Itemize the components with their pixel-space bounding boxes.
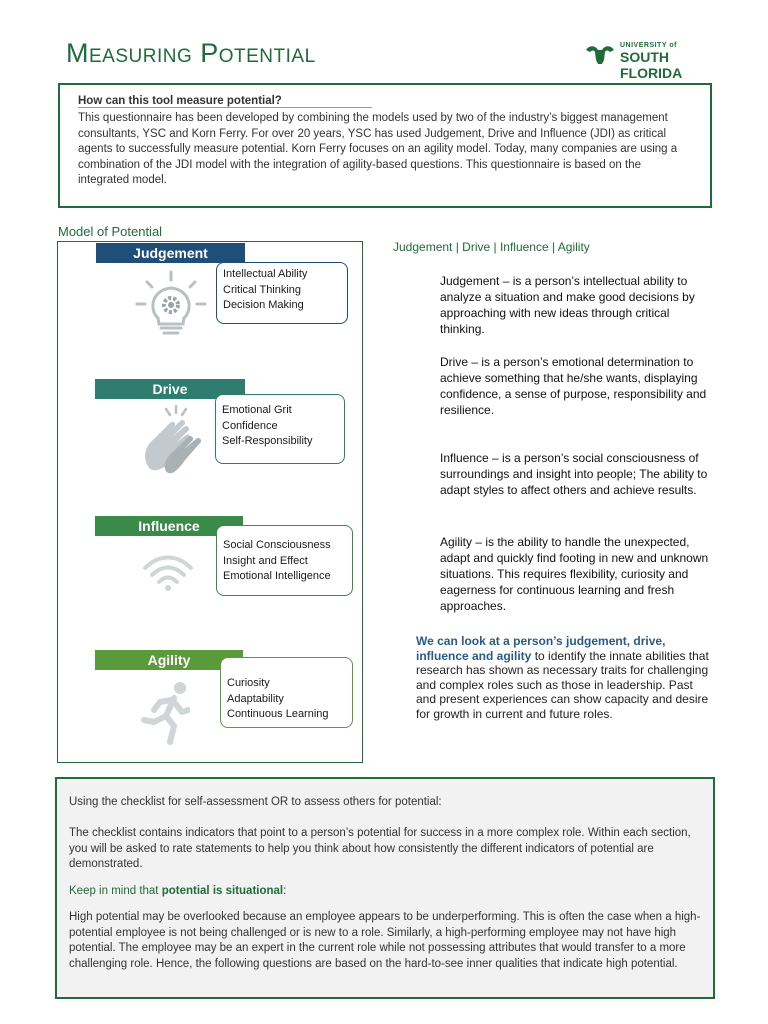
judgement-item: Decision Making bbox=[223, 299, 304, 311]
bullet-text: Agility – is the ability to handle the unexpected, adapt and quickly find footing in new and unknown situations. This requires flexibility, curiosity and eagerness for continuous learning and fresh approaches. bbox=[440, 535, 709, 613]
judgement-header: Judgement bbox=[96, 243, 245, 263]
drive-item: Confidence bbox=[222, 419, 278, 432]
keep-suffix: : bbox=[283, 885, 287, 897]
influence-item: Social Consciousness bbox=[223, 539, 331, 551]
page-title: Measuring Potential bbox=[66, 38, 316, 68]
closing-paragraph bbox=[416, 634, 716, 721]
drive-item: Emotional Grit bbox=[222, 404, 292, 416]
checklist-heading: Using the checklist for self-assessment OR to assess others for potential: bbox=[69, 796, 442, 808]
bullet-text: Drive – is a person’s emotional determination to achieve something that he/she wants, displaying confidence, a sense of purpose, responsibility and resilience. bbox=[440, 355, 707, 417]
judgement-item: Intellectual Ability bbox=[223, 268, 308, 280]
closing-rest: to identify the innate abilities that research has shown as necessary traits for challenging and complex roles such as those in leadership. Past and present experiences can show capacity and desire for growth in current and future roles. bbox=[416, 648, 709, 721]
keep-bold: potential is situational bbox=[161, 885, 284, 897]
clapping-hands-icon bbox=[140, 403, 206, 477]
judgement-card bbox=[216, 262, 348, 324]
agility-item: Curiosity bbox=[227, 677, 270, 689]
bullet-judgement bbox=[417, 273, 709, 337]
agility-item: Adaptability bbox=[227, 692, 284, 705]
closing-highlight: We can look at a person’s judgement, drive, influence and agility bbox=[416, 634, 666, 663]
drive-card bbox=[215, 394, 345, 464]
wifi-signal-icon bbox=[141, 552, 195, 592]
agility-card bbox=[220, 657, 353, 728]
usf-logo bbox=[584, 40, 734, 81]
checklist-box bbox=[55, 777, 715, 999]
bullet-text: Judgement – is a person’s intellectual ability to analyze a situation and make good decisions by approaching with new ideas through critical thinking. bbox=[440, 274, 695, 336]
keep-prefix: Keep in mind that bbox=[69, 885, 162, 897]
intro-paragraph: This questionnaire has been developed by combining the models used by two of the industry’s biggest management consultants, YSC and Korn Ferry. For over 20 years, YSC has used Judgement, Drive and Influence (JDI) as critical agents to successfully measure potential. Korn Ferry focuses on an agility model. Today, many companies are using a combination of the JDI model with the integration of agility-based questions. This questionnaire is based on the integrated model. bbox=[78, 112, 678, 186]
logo-south-florida-text: SOUTH FLORIDA bbox=[620, 49, 683, 81]
agility-header: Agility bbox=[95, 650, 243, 670]
keep-in-mind-line bbox=[69, 884, 705, 900]
model-title: Model of Potential bbox=[58, 224, 163, 239]
jdi-heading: Judgement | Drive | Influence | Agility bbox=[393, 240, 590, 254]
agility-item: Continuous Learning bbox=[227, 708, 329, 720]
bullet-agility bbox=[417, 534, 709, 614]
influence-header: Influence bbox=[95, 516, 243, 536]
influence-item: Insight and Effect bbox=[223, 554, 308, 567]
drive-item: Self-Responsibility bbox=[222, 435, 313, 447]
checklist-paragraph-1: The checklist contains indicators that point to a person’s potential for success in a more complex role. Within each section, you will be asked to rate statements to help you think about how consistently the different indicators of potential are demonstrated. bbox=[69, 827, 691, 870]
lightbulb-gear-icon bbox=[133, 270, 209, 336]
drive-header: Drive bbox=[95, 379, 245, 399]
bullet-influence bbox=[417, 450, 709, 498]
bull-logo-icon bbox=[584, 40, 616, 66]
intro-question: How can this tool measure potential? bbox=[78, 95, 372, 108]
bullet-drive bbox=[417, 354, 709, 418]
checklist-paragraph-2: High potential may be overlooked because an employee appears to be underperforming. This is often the case when a high-potential employee is not being challenged or is new to a role. Similarly, a high-performing employee may not have high potential. The employee may be an expert in the current role while not possessing attributes that would transfer to a more challenging role. Hence, the following questions are based on the hard-to-see inner qualities that indicate high potential. bbox=[69, 911, 701, 970]
judgement-item: Critical Thinking bbox=[223, 283, 302, 296]
logo-university-text: UNIVERSITY of bbox=[620, 42, 677, 49]
intro-box bbox=[58, 83, 712, 208]
running-person-icon bbox=[140, 680, 190, 746]
influence-item: Emotional Intelligence bbox=[223, 570, 331, 582]
bullet-text: Influence – is a person’s social consciousness of surroundings and insight into people; The ability to adapt styles to affect others and achieve results. bbox=[440, 451, 708, 497]
influence-card bbox=[216, 525, 353, 596]
